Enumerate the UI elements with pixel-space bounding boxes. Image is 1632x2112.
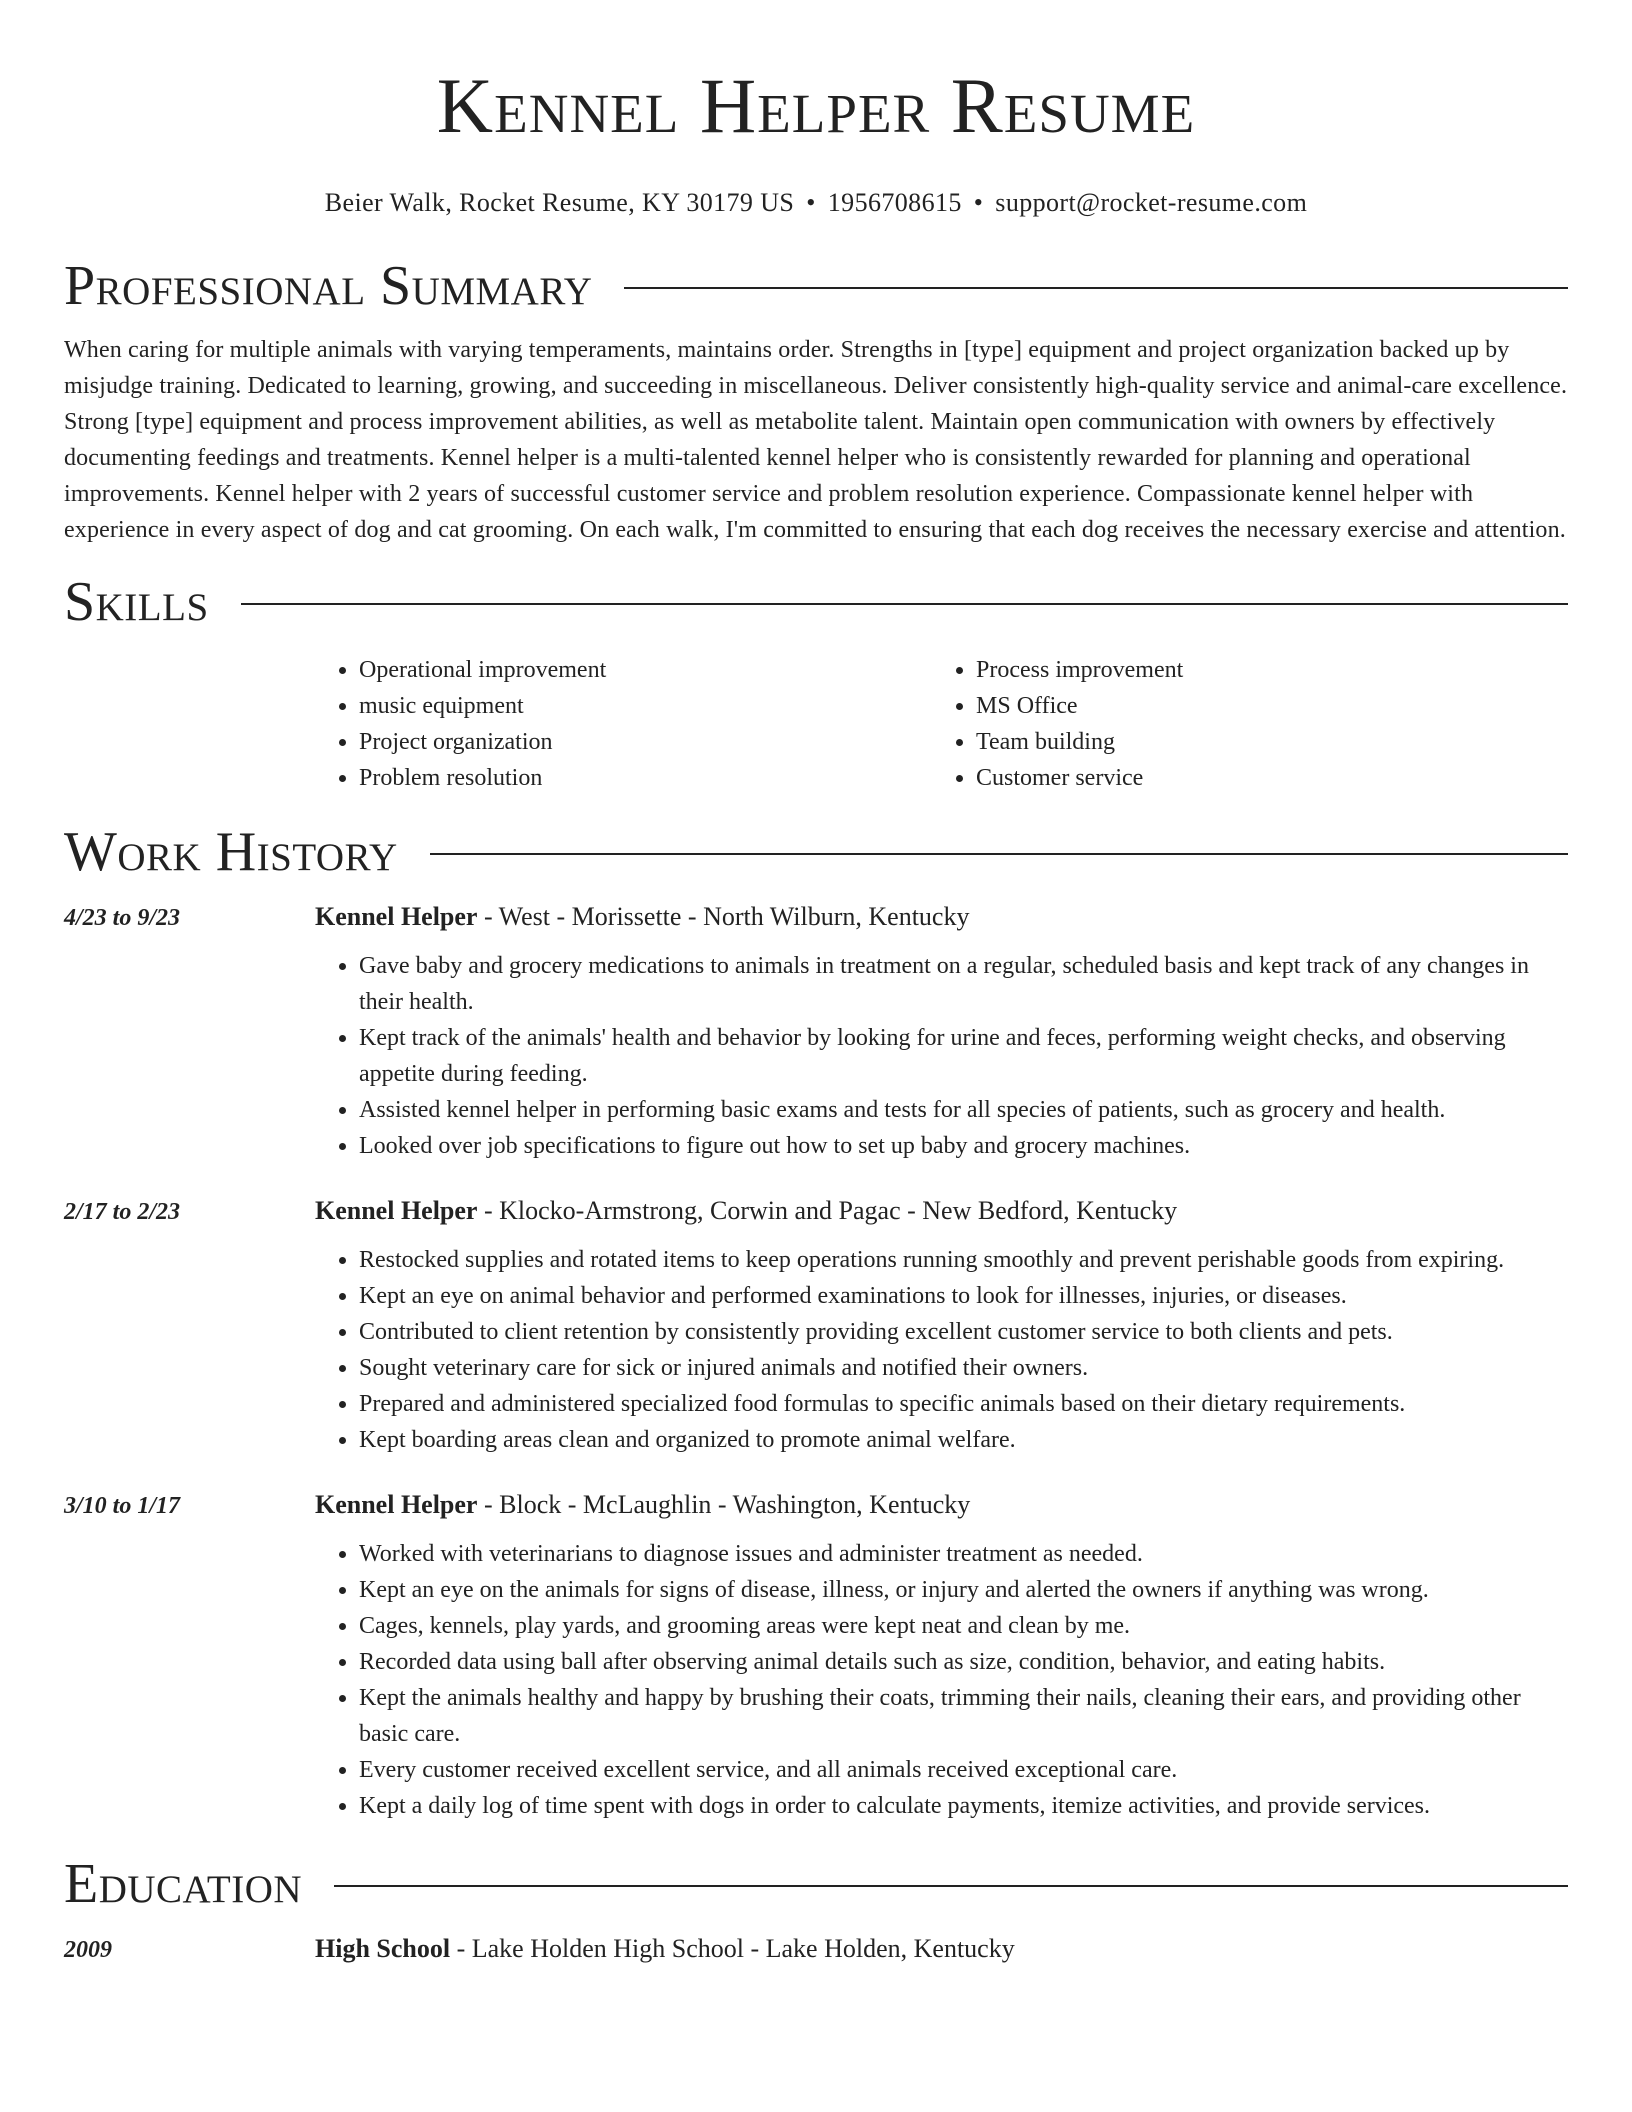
skills-list	[315, 652, 1568, 796]
job-bullet: • Restocked supplies and rotated items to keep operations running smoothly and prevent perishable goods from expiring.	[359, 1242, 1568, 1278]
job-bullet: • Looked over job specifications to figure out how to set up baby and grocery machines.	[359, 1128, 1568, 1164]
job-bullet: • Kept an eye on animal behavior and performed examinations to look for illnesses, injuries, or diseases.	[359, 1278, 1568, 1314]
job-bullet: • Contributed to client retention by consistently providing excellent customer service to both clients and pets.	[359, 1314, 1568, 1350]
education-details: - Lake Holden High School - Lake Holden, Kentucky	[450, 1934, 1015, 1963]
job-bullet: • Sought veterinary care for sick or injured animals and notified their owners.	[359, 1350, 1568, 1386]
skills-column-left	[315, 652, 932, 796]
job-dates: 3/10 to 1/17	[64, 1493, 181, 1519]
education-entry	[64, 1934, 1568, 1964]
separator: •	[973, 188, 984, 217]
job-title-line	[315, 902, 969, 932]
job-bullet: • Kept an eye on the animals for signs of disease, illness, or injury and alerted the owners if anything was wrong.	[359, 1572, 1568, 1608]
section-divider	[241, 603, 1568, 605]
skills-section-header	[64, 570, 1568, 634]
job-details: - Klocko-Armstrong, Corwin and Pagac - New Bedford, Kentucky	[477, 1196, 1178, 1225]
job-title: Kennel Helper	[315, 1196, 478, 1225]
job-bullet: • Gave baby and grocery medications to animals in treatment on a regular, scheduled basis and kept track of any changes in their health.	[359, 948, 1568, 1020]
skill-item: • Operational improvement	[359, 652, 932, 688]
skill-item: • music equipment	[359, 688, 932, 724]
skills-column-right	[932, 652, 1568, 796]
job-bullets	[315, 1536, 1568, 1824]
section-divider	[430, 853, 1568, 855]
job-bullet: • Kept the animals healthy and happy by brushing their coats, trimming their nails, cleaning their ears, and providing other basic care.	[359, 1680, 1568, 1752]
job-entry	[64, 1196, 1568, 1458]
summary-section-header	[64, 254, 1568, 318]
job-entry	[64, 1490, 1568, 1824]
summary-text: When caring for multiple animals with varying temperaments, maintains order. Strengths in [type] equipment and project organization backed up by misjudge training. Dedicated to learning, growing, and succeeding in miscellaneous. Deliver consistently high-quality service and animal-care excellence. Strong [type] equipment and process improvement abilities, as well as metabolite talent. Maintain open communication with owners by effectively documenting feedings and treatments. Kennel helper is a multi-talented kennel helper who is consistently rewarded for planning and operational improvements. Kennel helper with 2 years of successful customer service and problem resolution experience. Compassionate kennel helper with experience in every aspect of dog and cat grooming. On each walk, I'm committed to ensuring that each dog receives the necessary exercise and attention.	[64, 337, 1568, 543]
job-bullet: • Recorded data using ball after observing animal details such as size, condition, behavior, and eating habits.	[359, 1644, 1568, 1680]
summary-heading: Professional Summary	[64, 255, 593, 317]
work-section-header	[64, 820, 1568, 884]
job-bullet: • Cages, kennels, play yards, and grooming areas were kept neat and clean by me.	[359, 1608, 1568, 1644]
education-section-header	[64, 1852, 1568, 1916]
job-dates: 4/23 to 9/23	[64, 905, 181, 931]
job-entry	[64, 902, 1568, 1164]
job-bullet: • Kept a daily log of time spent with dogs in order to calculate payments, itemize activities, and provide services.	[359, 1788, 1568, 1824]
job-bullet: • Every customer received excellent service, and all animals received exceptional care.	[359, 1752, 1568, 1788]
education-heading: Education	[64, 1853, 303, 1915]
work-heading: Work History	[64, 821, 398, 883]
contact-line	[64, 188, 1568, 218]
job-details: - Block - McLaughlin - Washington, Kentucky	[477, 1490, 971, 1519]
phone: 1956708615	[827, 188, 962, 217]
job-title-line	[315, 1196, 1177, 1226]
email[interactable]: support@rocket-resume.com	[995, 188, 1308, 217]
job-bullet: • Kept boarding areas clean and organized to promote animal welfare.	[359, 1422, 1568, 1458]
section-divider	[334, 1885, 1568, 1887]
address: Beier Walk, Rocket Resume, KY 30179 US	[324, 188, 795, 217]
skill-item: • Process improvement	[976, 652, 1568, 688]
education-line	[315, 1934, 1015, 1964]
skill-item: • Project organization	[359, 724, 932, 760]
job-header	[64, 1196, 1568, 1226]
education-degree: High School	[315, 1934, 451, 1963]
job-bullet: • Kept track of the animals' health and behavior by looking for urine and feces, performing weight checks, and observing appetite during feeding.	[359, 1020, 1568, 1092]
skill-item: • Problem resolution	[359, 760, 932, 796]
skill-item: • Customer service	[976, 760, 1568, 796]
job-bullet: • Worked with veterinarians to diagnose issues and administer treatment as needed.	[359, 1536, 1568, 1572]
skill-item: • Team building	[976, 724, 1568, 760]
resume-title: Kennel Helper Resume	[436, 62, 1196, 149]
job-bullets	[315, 1242, 1568, 1458]
skills-heading: Skills	[64, 571, 209, 633]
job-dates: 2/17 to 2/23	[64, 1199, 181, 1225]
job-header	[64, 1490, 1568, 1520]
section-divider	[624, 287, 1568, 289]
separator: •	[806, 188, 816, 217]
job-title: Kennel Helper	[315, 902, 478, 931]
education-year: 2009	[64, 1937, 112, 1963]
job-details: - West - Morissette - North Wilburn, Kentucky	[477, 902, 970, 931]
job-bullet: • Prepared and administered specialized food formulas to specific animals based on their dietary requirements.	[359, 1386, 1568, 1422]
skill-item: • MS Office	[976, 688, 1568, 724]
job-bullets	[315, 948, 1568, 1164]
job-header	[64, 902, 1568, 932]
job-title-line	[315, 1490, 970, 1520]
job-bullet: • Assisted kennel helper in performing basic exams and tests for all species of patients, such as grocery and health.	[359, 1092, 1568, 1128]
job-title: Kennel Helper	[315, 1490, 478, 1519]
